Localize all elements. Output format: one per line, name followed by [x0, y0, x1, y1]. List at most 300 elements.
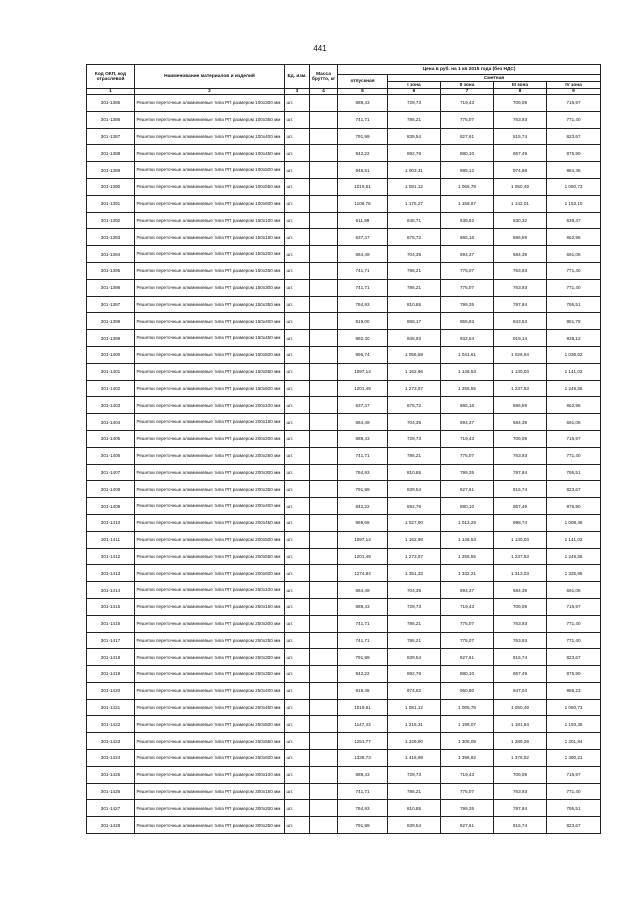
- table-row: [87, 262, 601, 279]
- row-zone3-price: 815,74: [494, 649, 547, 666]
- table-row: [87, 363, 601, 380]
- col-number: 9: [547, 89, 601, 95]
- col-number: 3: [285, 89, 310, 95]
- row-zone2-price: 694,37: [441, 246, 494, 263]
- row-unit: шт.: [285, 565, 310, 582]
- row-zone1-price: 839,54: [388, 817, 441, 834]
- table-row: [87, 430, 601, 447]
- col-number: 6: [388, 89, 441, 95]
- row-code: 301-1413: [87, 565, 135, 582]
- row-unit: шт.: [285, 229, 310, 246]
- row-zone4-price: 795,51: [547, 464, 601, 481]
- row-code: 301-1423: [87, 733, 135, 750]
- row-zone4-price: 1 301,84: [547, 733, 601, 750]
- table-header: [87, 65, 601, 95]
- row-unit: шт.: [285, 666, 310, 683]
- row-zone1-price: 945,93: [388, 330, 441, 347]
- row-unit: шт.: [285, 162, 310, 179]
- row-zone3-price: 815,74: [494, 817, 547, 834]
- row-zone1-price: 1 027,90: [388, 514, 441, 531]
- row-zone4-price: 662,95: [547, 397, 601, 414]
- table-row: [87, 531, 601, 548]
- table-row: [87, 464, 601, 481]
- row-name: Решетки переточные алюминиевые типа РП размером 250х200 мм: [135, 615, 285, 632]
- row-zone2-price: 775,07: [441, 632, 494, 649]
- row-zone3-price: 763,93: [494, 111, 547, 128]
- row-zone3-price: 1 050,49: [494, 699, 547, 716]
- table-row: [87, 111, 601, 128]
- row-mass: [310, 598, 338, 615]
- row-name: Решетки переточные алюминиевые типа РП размером 200х350 мм: [135, 481, 285, 498]
- table-row: [87, 548, 601, 565]
- row-code: 301-1422: [87, 716, 135, 733]
- row-zone2-price: 666,16: [441, 229, 494, 246]
- row-release-price: 1019,61: [338, 178, 388, 195]
- row-zone4-price: 823,67: [547, 128, 601, 145]
- row-zone2-price: 719,43: [441, 95, 494, 112]
- row-code: 301-1408: [87, 481, 135, 498]
- row-zone4-price: 823,67: [547, 481, 601, 498]
- row-name: Решетки переточные алюминиевые типа РП размером 100х450 мм: [135, 145, 285, 162]
- table-row: [87, 733, 601, 750]
- row-release-price: 842,22: [338, 145, 388, 162]
- row-zone3-price: 815,74: [494, 481, 547, 498]
- row-zone2-price: 775,07: [441, 111, 494, 128]
- row-zone3-price: 867,49: [494, 666, 547, 683]
- row-zone1-price: 810,85: [388, 464, 441, 481]
- row-zone1-price: 729,73: [388, 430, 441, 447]
- row-unit: шт.: [285, 615, 310, 632]
- row-code: 301-1401: [87, 363, 135, 380]
- row-zone2-price: 1 146,53: [441, 531, 494, 548]
- row-name: Решетки переточные алюминиевые типа РП размером 100х550 мм: [135, 178, 285, 195]
- row-zone4-price: 691,06: [547, 414, 601, 431]
- row-zone2-price: 775,07: [441, 783, 494, 800]
- row-release-price: 664,49: [338, 414, 388, 431]
- row-name: Решетки переточные алюминиевые типа РП размером 200х150 мм: [135, 414, 285, 431]
- row-release-price: 1097,14: [338, 363, 388, 380]
- row-code: 301-1406: [87, 447, 135, 464]
- row-unit: шт.: [285, 766, 310, 783]
- table-row: [87, 178, 601, 195]
- row-zone1-price: 704,35: [388, 414, 441, 431]
- row-name: Решетки переточные алюминиевые типа РП размером 100х300 мм: [135, 95, 285, 112]
- row-unit: шт.: [285, 481, 310, 498]
- row-zone2-price: 799,35: [441, 464, 494, 481]
- header-zone1: I зона: [388, 82, 441, 89]
- row-unit: шт.: [285, 330, 310, 347]
- row-code: 301-1407: [87, 464, 135, 481]
- table-row: [87, 766, 601, 783]
- row-release-price: 764,93: [338, 296, 388, 313]
- row-unit: шт.: [285, 699, 310, 716]
- table-row: [87, 514, 601, 531]
- row-mass: [310, 699, 338, 716]
- row-zone4-price: 771,40: [547, 279, 601, 296]
- row-zone1-price: 892,76: [388, 145, 441, 162]
- row-mass: [310, 414, 338, 431]
- row-mass: [310, 481, 338, 498]
- row-name: Решетки переточные алюминиевые типа РП размером 250х550 мм: [135, 733, 285, 750]
- row-release-price: 637,47: [338, 397, 388, 414]
- table-row: [87, 95, 601, 112]
- row-zone2-price: 1 332,21: [441, 565, 494, 582]
- row-mass: [310, 682, 338, 699]
- row-zone1-price: 839,54: [388, 128, 441, 145]
- row-unit: шт.: [285, 145, 310, 162]
- row-name: Решетки переточные алюминиевые типа РП размером 150х100 мм: [135, 212, 285, 229]
- header-zone2: II зона: [441, 82, 494, 89]
- row-zone3-price: 1 050,49: [494, 178, 547, 195]
- row-mass: [310, 296, 338, 313]
- row-zone3-price: 709,08: [494, 95, 547, 112]
- row-unit: шт.: [285, 498, 310, 515]
- row-zone1-price: 1 216,31: [388, 716, 441, 733]
- row-zone1-price: 786,21: [388, 632, 441, 649]
- col-number: 1: [87, 89, 135, 95]
- row-zone4-price: 771,40: [547, 783, 601, 800]
- row-name: Решетки переточные алюминиевые типа РП размером 200х400 мм: [135, 498, 285, 515]
- row-mass: [310, 313, 338, 330]
- row-zone2-price: 827,61: [441, 481, 494, 498]
- table-row: [87, 346, 601, 363]
- table-row: [87, 397, 601, 414]
- row-code: 301-1416: [87, 615, 135, 632]
- row-mass: [310, 733, 338, 750]
- table-row: [87, 682, 601, 699]
- row-mass: [310, 615, 338, 632]
- row-code: 301-1412: [87, 548, 135, 565]
- row-mass: [310, 565, 338, 582]
- row-name: Решетки переточные алюминиевые типа РП размером 150х350 мм: [135, 296, 285, 313]
- row-zone1-price: 810,85: [388, 800, 441, 817]
- row-mass: [310, 346, 338, 363]
- row-zone4-price: 1 390,21: [547, 750, 601, 767]
- row-zone3-price: 763,93: [494, 279, 547, 296]
- row-code: 301-1403: [87, 397, 135, 414]
- row-code: 301-1400: [87, 346, 135, 363]
- header-unit: Ед. изм.: [285, 65, 310, 89]
- row-zone2-price: 827,61: [441, 128, 494, 145]
- row-name: Решетки переточные алюминиевые типа РП размером 300х100 мм: [135, 766, 285, 783]
- row-name: Решетки переточные алюминиевые типа РП размером 200х200 мм: [135, 430, 285, 447]
- row-mass: [310, 111, 338, 128]
- row-mass: [310, 649, 338, 666]
- row-zone3-price: 919,14: [494, 330, 547, 347]
- row-release-price: 688,43: [338, 95, 388, 112]
- row-code: 301-1411: [87, 531, 135, 548]
- row-unit: шт.: [285, 733, 310, 750]
- row-mass: [310, 162, 338, 179]
- row-code: 301-1425: [87, 766, 135, 783]
- row-mass: [310, 716, 338, 733]
- row-zone2-price: 694,37: [441, 582, 494, 599]
- row-name: Решетки переточные алюминиевые типа РП размером 250х600 мм: [135, 750, 285, 767]
- row-code: 301-1389: [87, 162, 135, 179]
- row-zone4-price: 1 036,62: [547, 346, 601, 363]
- row-zone4-price: 1 008,46: [547, 514, 601, 531]
- row-zone1-price: 675,72: [388, 397, 441, 414]
- row-zone1-price: 1 162,96: [388, 363, 441, 380]
- row-code: 301-1428: [87, 817, 135, 834]
- row-zone1-price: 1 162,98: [388, 531, 441, 548]
- row-code: 301-1402: [87, 380, 135, 397]
- row-zone2-price: 775,07: [441, 262, 494, 279]
- row-release-price: 688,43: [338, 766, 388, 783]
- row-zone3-price: 1 237,53: [494, 548, 547, 565]
- row-unit: шт.: [285, 313, 310, 330]
- row-zone1-price: 1 081,12: [388, 178, 441, 195]
- row-release-price: 637,47: [338, 229, 388, 246]
- row-unit: шт.: [285, 447, 310, 464]
- row-unit: шт.: [285, 649, 310, 666]
- row-zone2-price: 1 041,61: [441, 346, 494, 363]
- row-zone1-price: 1 351,33: [388, 565, 441, 582]
- page-number: 441: [313, 44, 327, 53]
- row-zone1-price: 810,85: [388, 296, 441, 313]
- row-name: Решетки переточные алюминиевые типа РП размером 200х100 мм: [135, 397, 285, 414]
- table-row: [87, 498, 601, 515]
- row-code: 301-1418: [87, 649, 135, 666]
- row-zone1-price: 786,21: [388, 111, 441, 128]
- row-zone4-price: 984,35: [547, 162, 601, 179]
- price-table: [86, 64, 601, 834]
- row-release-price: 791,99: [338, 817, 388, 834]
- table-row: [87, 313, 601, 330]
- row-zone3-price: 1 142,01: [494, 195, 547, 212]
- row-zone4-price: 795,51: [547, 296, 601, 313]
- row-zone4-price: 662,95: [547, 229, 601, 246]
- row-mass: [310, 246, 338, 263]
- row-release-price: 819,00: [338, 313, 388, 330]
- row-zone2-price: 1 255,55: [441, 380, 494, 397]
- header-release: отпускная: [338, 75, 388, 89]
- row-name: Решетки переточные алюминиевые типа РП размером 150х200 мм: [135, 246, 285, 263]
- row-code: 301-1385: [87, 95, 135, 112]
- row-code: 301-1390: [87, 178, 135, 195]
- row-release-price: 741,71: [338, 279, 388, 296]
- row-release-price: 996,74: [338, 346, 388, 363]
- row-unit: шт.: [285, 750, 310, 767]
- row-zone3-price: 787,84: [494, 464, 547, 481]
- row-zone3-price: 1 130,03: [494, 363, 547, 380]
- row-unit: шт.: [285, 682, 310, 699]
- row-code: 301-1417: [87, 632, 135, 649]
- row-zone4-price: 691,06: [547, 582, 601, 599]
- row-release-price: 1097,14: [338, 531, 388, 548]
- row-zone2-price: 880,10: [441, 666, 494, 683]
- row-zone1-price: 868,17: [388, 313, 441, 330]
- row-mass: [310, 514, 338, 531]
- row-code: 301-1399: [87, 330, 135, 347]
- row-code: 301-1392: [87, 212, 135, 229]
- row-zone1-price: 1 003,31: [388, 162, 441, 179]
- col-number: 5: [338, 89, 388, 95]
- row-zone4-price: 875,90: [547, 145, 601, 162]
- header-zone3: III зона: [494, 82, 547, 89]
- row-release-price: 664,49: [338, 582, 388, 599]
- row-zone3-price: 787,84: [494, 296, 547, 313]
- row-release-price: 1201,49: [338, 548, 388, 565]
- row-mass: [310, 498, 338, 515]
- row-release-price: 1147,43: [338, 716, 388, 733]
- row-zone2-price: 1 308,09: [441, 733, 494, 750]
- row-release-price: 1019,61: [338, 699, 388, 716]
- row-name: Решетки переточные алюминиевые типа РП размером 150х450 мм: [135, 330, 285, 347]
- row-zone3-price: 1 376,62: [494, 750, 547, 767]
- row-zone1-price: 675,72: [388, 229, 441, 246]
- header-zone4: IV зона: [547, 82, 601, 89]
- row-code: 301-1396: [87, 279, 135, 296]
- row-zone4-price: 1 193,35: [547, 716, 601, 733]
- row-code: 301-1409: [87, 498, 135, 515]
- row-release-price: 1274,84: [338, 565, 388, 582]
- row-zone4-price: 1 060,73: [547, 178, 601, 195]
- table-row: [87, 330, 601, 347]
- table-row: [87, 195, 601, 212]
- row-zone3-price: 998,74: [494, 514, 547, 531]
- row-zone3-price: 763,93: [494, 783, 547, 800]
- row-zone2-price: 799,35: [441, 296, 494, 313]
- row-zone1-price: 1 273,57: [388, 380, 441, 397]
- row-code: 301-1426: [87, 783, 135, 800]
- row-code: 301-1405: [87, 430, 135, 447]
- row-unit: шт.: [285, 800, 310, 817]
- table-row: [87, 229, 601, 246]
- row-mass: [310, 397, 338, 414]
- row-unit: шт.: [285, 531, 310, 548]
- row-name: Решетки переточные алюминиевые типа РП размером 100х600 мм: [135, 195, 285, 212]
- row-release-price: 611,99: [338, 212, 388, 229]
- row-code: 301-1393: [87, 229, 135, 246]
- table-row: [87, 380, 601, 397]
- row-mass: [310, 229, 338, 246]
- row-mass: [310, 447, 338, 464]
- row-name: Решетки переточные алюминиевые типа РП размером 250х350 мм: [135, 666, 285, 683]
- row-unit: шт.: [285, 548, 310, 565]
- row-zone1-price: 1 056,58: [388, 346, 441, 363]
- table-row: [87, 582, 601, 599]
- row-release-price: 919,45: [338, 682, 388, 699]
- table-row: [87, 481, 601, 498]
- row-zone4-price: 715,97: [547, 430, 601, 447]
- row-name: Решетки переточные алюминиевые типа РП размером 250х400 мм: [135, 682, 285, 699]
- row-unit: шт.: [285, 817, 310, 834]
- row-name: Решетки переточные алюминиевые типа РП размером 200х250 мм: [135, 447, 285, 464]
- row-name: Решетки переточные алюминиевые типа РП размером 150х250 мм: [135, 262, 285, 279]
- row-zone1-price: 1 273,57: [388, 548, 441, 565]
- col-number: 8: [494, 89, 547, 95]
- row-zone3-price: 684,39: [494, 414, 547, 431]
- row-unit: шт.: [285, 430, 310, 447]
- row-zone2-price: 1 146,53: [441, 363, 494, 380]
- row-zone3-price: 656,59: [494, 229, 547, 246]
- row-code: 301-1386: [87, 111, 135, 128]
- row-release-price: 842,22: [338, 666, 388, 683]
- row-zone1-price: 839,54: [388, 481, 441, 498]
- row-release-price: 764,93: [338, 800, 388, 817]
- row-code: 301-1387: [87, 128, 135, 145]
- row-code: 301-1397: [87, 296, 135, 313]
- row-unit: шт.: [285, 246, 310, 263]
- header-estimate: Сметная: [388, 75, 601, 82]
- col-number: 2: [135, 89, 285, 95]
- table-row: [87, 145, 601, 162]
- row-zone2-price: 1 065,78: [441, 699, 494, 716]
- row-unit: шт.: [285, 632, 310, 649]
- row-name: Решетки переточные алюминиевые типа РП размером 100х500 мм: [135, 162, 285, 179]
- row-name: Решетки переточные алюминиевые типа РП размером 300х250 мм: [135, 817, 285, 834]
- row-unit: шт.: [285, 783, 310, 800]
- row-zone2-price: 639,52: [441, 212, 494, 229]
- row-zone2-price: 775,07: [441, 279, 494, 296]
- header-name: Наименование материалов и изделий: [135, 65, 285, 89]
- table-row: [87, 615, 601, 632]
- row-mass: [310, 548, 338, 565]
- row-zone2-price: 694,37: [441, 414, 494, 431]
- row-name: Решетки переточные алюминиевые типа РП размером 150х550 мм: [135, 363, 285, 380]
- row-zone1-price: 1 175,27: [388, 195, 441, 212]
- row-zone1-price: 839,54: [388, 649, 441, 666]
- row-release-price: 946,51: [338, 162, 388, 179]
- table-row: [87, 632, 601, 649]
- row-zone2-price: 880,10: [441, 498, 494, 515]
- table-row: [87, 414, 601, 431]
- row-mass: [310, 582, 338, 599]
- row-name: Решетки переточные алюминиевые типа РП размером 250х450 мм: [135, 699, 285, 716]
- col-number: 4: [310, 89, 338, 95]
- row-unit: шт.: [285, 380, 310, 397]
- row-code: 301-1419: [87, 666, 135, 683]
- row-zone3-price: 684,39: [494, 582, 547, 599]
- col-number: 7: [441, 89, 494, 95]
- row-name: Решетки переточные алюминиевые типа РП размером 300х150 мм: [135, 783, 285, 800]
- row-release-price: 688,43: [338, 598, 388, 615]
- row-mass: [310, 279, 338, 296]
- row-zone3-price: 763,93: [494, 447, 547, 464]
- row-mass: [310, 464, 338, 481]
- row-zone4-price: 1 249,56: [547, 548, 601, 565]
- row-zone4-price: 771,40: [547, 447, 601, 464]
- row-release-price: 1251,77: [338, 733, 388, 750]
- row-zone2-price: 1 255,55: [441, 548, 494, 565]
- row-release-price: 1338,73: [338, 750, 388, 767]
- table-row: [87, 666, 601, 683]
- row-zone4-price: 1 249,56: [547, 380, 601, 397]
- row-name: Решетки переточные алюминиевые типа РП размером 250х100 мм: [135, 582, 285, 599]
- row-zone1-price: 786,21: [388, 615, 441, 632]
- row-zone4-price: 771,40: [547, 632, 601, 649]
- row-unit: шт.: [285, 414, 310, 431]
- row-unit: шт.: [285, 296, 310, 313]
- row-release-price: 741,71: [338, 111, 388, 128]
- table-row: [87, 447, 601, 464]
- row-zone2-price: 855,83: [441, 313, 494, 330]
- row-zone2-price: 719,43: [441, 430, 494, 447]
- row-zone1-price: 729,73: [388, 598, 441, 615]
- row-unit: шт.: [285, 279, 310, 296]
- row-zone2-price: 827,61: [441, 649, 494, 666]
- table-row: [87, 598, 601, 615]
- row-zone4-price: 956,23: [547, 682, 601, 699]
- row-zone4-price: 1 060,73: [547, 699, 601, 716]
- row-zone3-price: 709,08: [494, 766, 547, 783]
- row-unit: шт.: [285, 598, 310, 615]
- row-unit: шт.: [285, 363, 310, 380]
- row-zone3-price: 867,49: [494, 145, 547, 162]
- row-zone2-price: 989,12: [441, 162, 494, 179]
- row-name: Решетки переточные алюминиевые типа РП размером 250х300 мм: [135, 649, 285, 666]
